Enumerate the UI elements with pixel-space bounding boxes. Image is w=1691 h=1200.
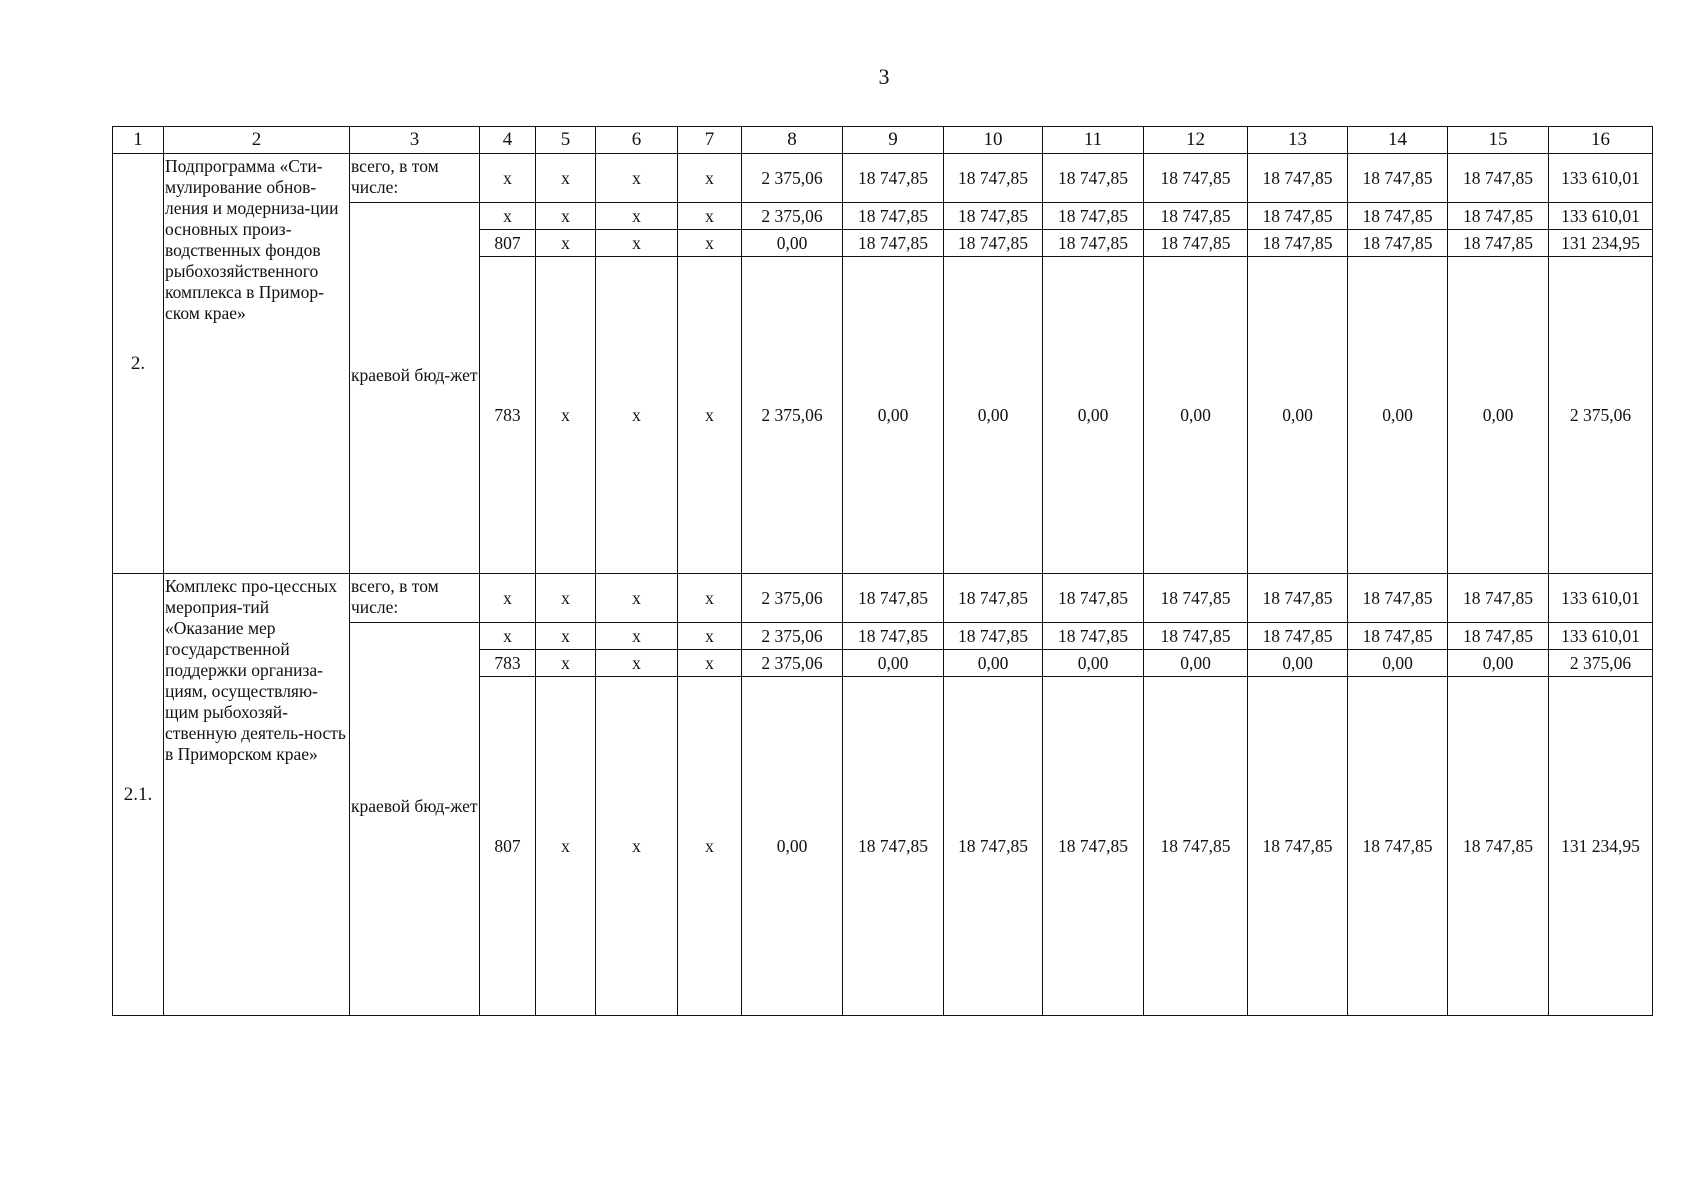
value-cell: x — [480, 574, 536, 623]
col-header: 9 — [843, 127, 944, 154]
value-cell: 18 747,85 — [1043, 574, 1144, 623]
value-cell: 133 610,01 — [1549, 574, 1653, 623]
value-cell: 0,00 — [1043, 650, 1144, 677]
value-cell: x — [596, 650, 678, 677]
value-cell: 18 747,85 — [843, 574, 944, 623]
value-cell: 0,00 — [843, 650, 944, 677]
value-cell: 2 375,06 — [742, 257, 843, 574]
value-cell: 18 747,85 — [1248, 677, 1348, 1016]
value-cell: x — [678, 154, 742, 203]
value-cell: x — [596, 230, 678, 257]
value-cell: 18 747,85 — [1144, 154, 1248, 203]
value-cell: x — [536, 230, 596, 257]
value-cell: x — [678, 623, 742, 650]
value-cell: x — [678, 574, 742, 623]
value-cell: 18 747,85 — [1348, 574, 1448, 623]
value-cell: x — [536, 154, 596, 203]
value-cell: 807 — [480, 230, 536, 257]
value-cell: x — [678, 677, 742, 1016]
value-cell: x — [536, 203, 596, 230]
budget-table — [112, 126, 1653, 1016]
value-cell: x — [480, 154, 536, 203]
col-header: 4 — [480, 127, 536, 154]
col-header: 13 — [1248, 127, 1348, 154]
value-cell: 133 610,01 — [1549, 154, 1653, 203]
value-cell: x — [596, 257, 678, 574]
col-header: 11 — [1043, 127, 1144, 154]
col-header: 2 — [164, 127, 350, 154]
value-cell: 0,00 — [1448, 257, 1549, 574]
value-cell: 0,00 — [1144, 650, 1248, 677]
value-cell: x — [480, 623, 536, 650]
table-row — [113, 154, 1653, 203]
value-cell: 18 747,85 — [843, 623, 944, 650]
col-header: 8 — [742, 127, 843, 154]
value-cell: x — [596, 623, 678, 650]
value-cell: x — [536, 650, 596, 677]
value-cell: x — [596, 677, 678, 1016]
value-cell: 18 747,85 — [944, 230, 1043, 257]
value-cell: x — [480, 203, 536, 230]
value-cell: 783 — [480, 650, 536, 677]
value-cell: 131 234,95 — [1549, 230, 1653, 257]
item-number: 2.1. — [113, 574, 164, 1016]
value-cell: 18 747,85 — [1448, 230, 1549, 257]
value-cell: 18 747,85 — [1144, 677, 1248, 1016]
value-cell: x — [596, 203, 678, 230]
value-cell: 2 375,06 — [742, 574, 843, 623]
value-cell: 18 747,85 — [944, 677, 1043, 1016]
value-cell: 807 — [480, 677, 536, 1016]
value-cell: x — [536, 623, 596, 650]
value-cell: 131 234,95 — [1549, 677, 1653, 1016]
col-header: 10 — [944, 127, 1043, 154]
value-cell: 0,00 — [1348, 257, 1448, 574]
value-cell: 18 747,85 — [1144, 230, 1248, 257]
value-cell: x — [536, 257, 596, 574]
value-cell: 18 747,85 — [1348, 154, 1448, 203]
value-cell: 18 747,85 — [1348, 677, 1448, 1016]
value-cell: 133 610,01 — [1549, 623, 1653, 650]
value-cell: 783 — [480, 257, 536, 574]
value-cell: 18 747,85 — [843, 154, 944, 203]
value-cell: 18 747,85 — [1144, 574, 1248, 623]
item-name: Подпрограмма «Сти-мулирование обнов-ления и модерниза-ции основных произ-водственных фондов рыбохозяйственного комплекса в Примор-ском крае» — [164, 154, 350, 574]
page-number: 3 — [878, 64, 890, 89]
value-cell: 0,00 — [843, 257, 944, 574]
table-row — [113, 574, 1653, 623]
value-cell: 18 747,85 — [1144, 203, 1248, 230]
item-name: Комплекс про-цессных мероприя-тий «Оказание мер государственной поддержки организа-циям, осуществляю-щим рыбохозяй-ственную деятель-ность в Приморском крае» — [164, 574, 350, 1016]
value-cell: 18 747,85 — [1248, 623, 1348, 650]
value-cell: 2 375,06 — [1549, 257, 1653, 574]
value-cell: 18 747,85 — [843, 677, 944, 1016]
value-cell: 2 375,06 — [742, 203, 843, 230]
value-cell: 18 747,85 — [944, 623, 1043, 650]
value-cell: 18 747,85 — [1144, 623, 1248, 650]
funding-source — [350, 203, 480, 574]
col-header: 5 — [536, 127, 596, 154]
col-header: 16 — [1549, 127, 1653, 154]
item-number: 2. — [113, 154, 164, 574]
value-cell: 18 747,85 — [1448, 623, 1549, 650]
value-cell: 0,00 — [742, 230, 843, 257]
value-cell: 0,00 — [1043, 257, 1144, 574]
col-header: 1 — [113, 127, 164, 154]
value-cell: 18 747,85 — [1348, 230, 1448, 257]
value-cell: 18 747,85 — [944, 154, 1043, 203]
value-cell: 0,00 — [742, 677, 843, 1016]
value-cell: 18 747,85 — [1043, 677, 1144, 1016]
value-cell: 18 747,85 — [1248, 154, 1348, 203]
value-cell: 0,00 — [1248, 257, 1348, 574]
total-label: всего, в том числе: — [350, 154, 480, 203]
value-cell: 18 747,85 — [1448, 574, 1549, 623]
funding-source-label: краевой бюд-жет — [351, 796, 478, 816]
value-cell: 18 747,85 — [1248, 574, 1348, 623]
value-cell: 2 375,06 — [1549, 650, 1653, 677]
value-cell: 0,00 — [1348, 650, 1448, 677]
col-header: 14 — [1348, 127, 1448, 154]
col-header: 12 — [1144, 127, 1248, 154]
funding-source-label: краевой бюд-жет — [351, 365, 478, 385]
col-header: 15 — [1448, 127, 1549, 154]
value-cell: 18 747,85 — [843, 230, 944, 257]
value-cell: 133 610,01 — [1549, 203, 1653, 230]
col-header: 6 — [596, 127, 678, 154]
value-cell: 18 747,85 — [1043, 230, 1144, 257]
value-cell: 18 747,85 — [944, 203, 1043, 230]
total-label: всего, в том числе: — [350, 574, 480, 623]
value-cell: 18 747,85 — [1348, 203, 1448, 230]
value-cell: 0,00 — [1448, 650, 1549, 677]
value-cell: 18 747,85 — [944, 574, 1043, 623]
value-cell: x — [678, 230, 742, 257]
value-cell: 18 747,85 — [1043, 623, 1144, 650]
value-cell: 0,00 — [944, 650, 1043, 677]
value-cell: 18 747,85 — [1448, 154, 1549, 203]
col-header: 7 — [678, 127, 742, 154]
value-cell: x — [678, 650, 742, 677]
value-cell: 0,00 — [1144, 257, 1248, 574]
value-cell: 0,00 — [1248, 650, 1348, 677]
value-cell: 18 747,85 — [1348, 623, 1448, 650]
value-cell: x — [596, 154, 678, 203]
value-cell: 18 747,85 — [1248, 230, 1348, 257]
value-cell: 2 375,06 — [742, 650, 843, 677]
value-cell: 18 747,85 — [1448, 203, 1549, 230]
value-cell: 18 747,85 — [1248, 203, 1348, 230]
value-cell: x — [596, 574, 678, 623]
funding-source — [350, 623, 480, 1016]
value-cell: x — [536, 677, 596, 1016]
value-cell: 18 747,85 — [843, 203, 944, 230]
value-cell: 18 747,85 — [1043, 203, 1144, 230]
col-header: 3 — [350, 127, 480, 154]
value-cell: 2 375,06 — [742, 154, 843, 203]
value-cell: 18 747,85 — [1448, 677, 1549, 1016]
header-row — [113, 127, 1653, 154]
value-cell: 2 375,06 — [742, 623, 843, 650]
value-cell: x — [536, 574, 596, 623]
value-cell: x — [678, 203, 742, 230]
value-cell: 0,00 — [944, 257, 1043, 574]
value-cell: 18 747,85 — [1043, 154, 1144, 203]
value-cell: x — [678, 257, 742, 574]
